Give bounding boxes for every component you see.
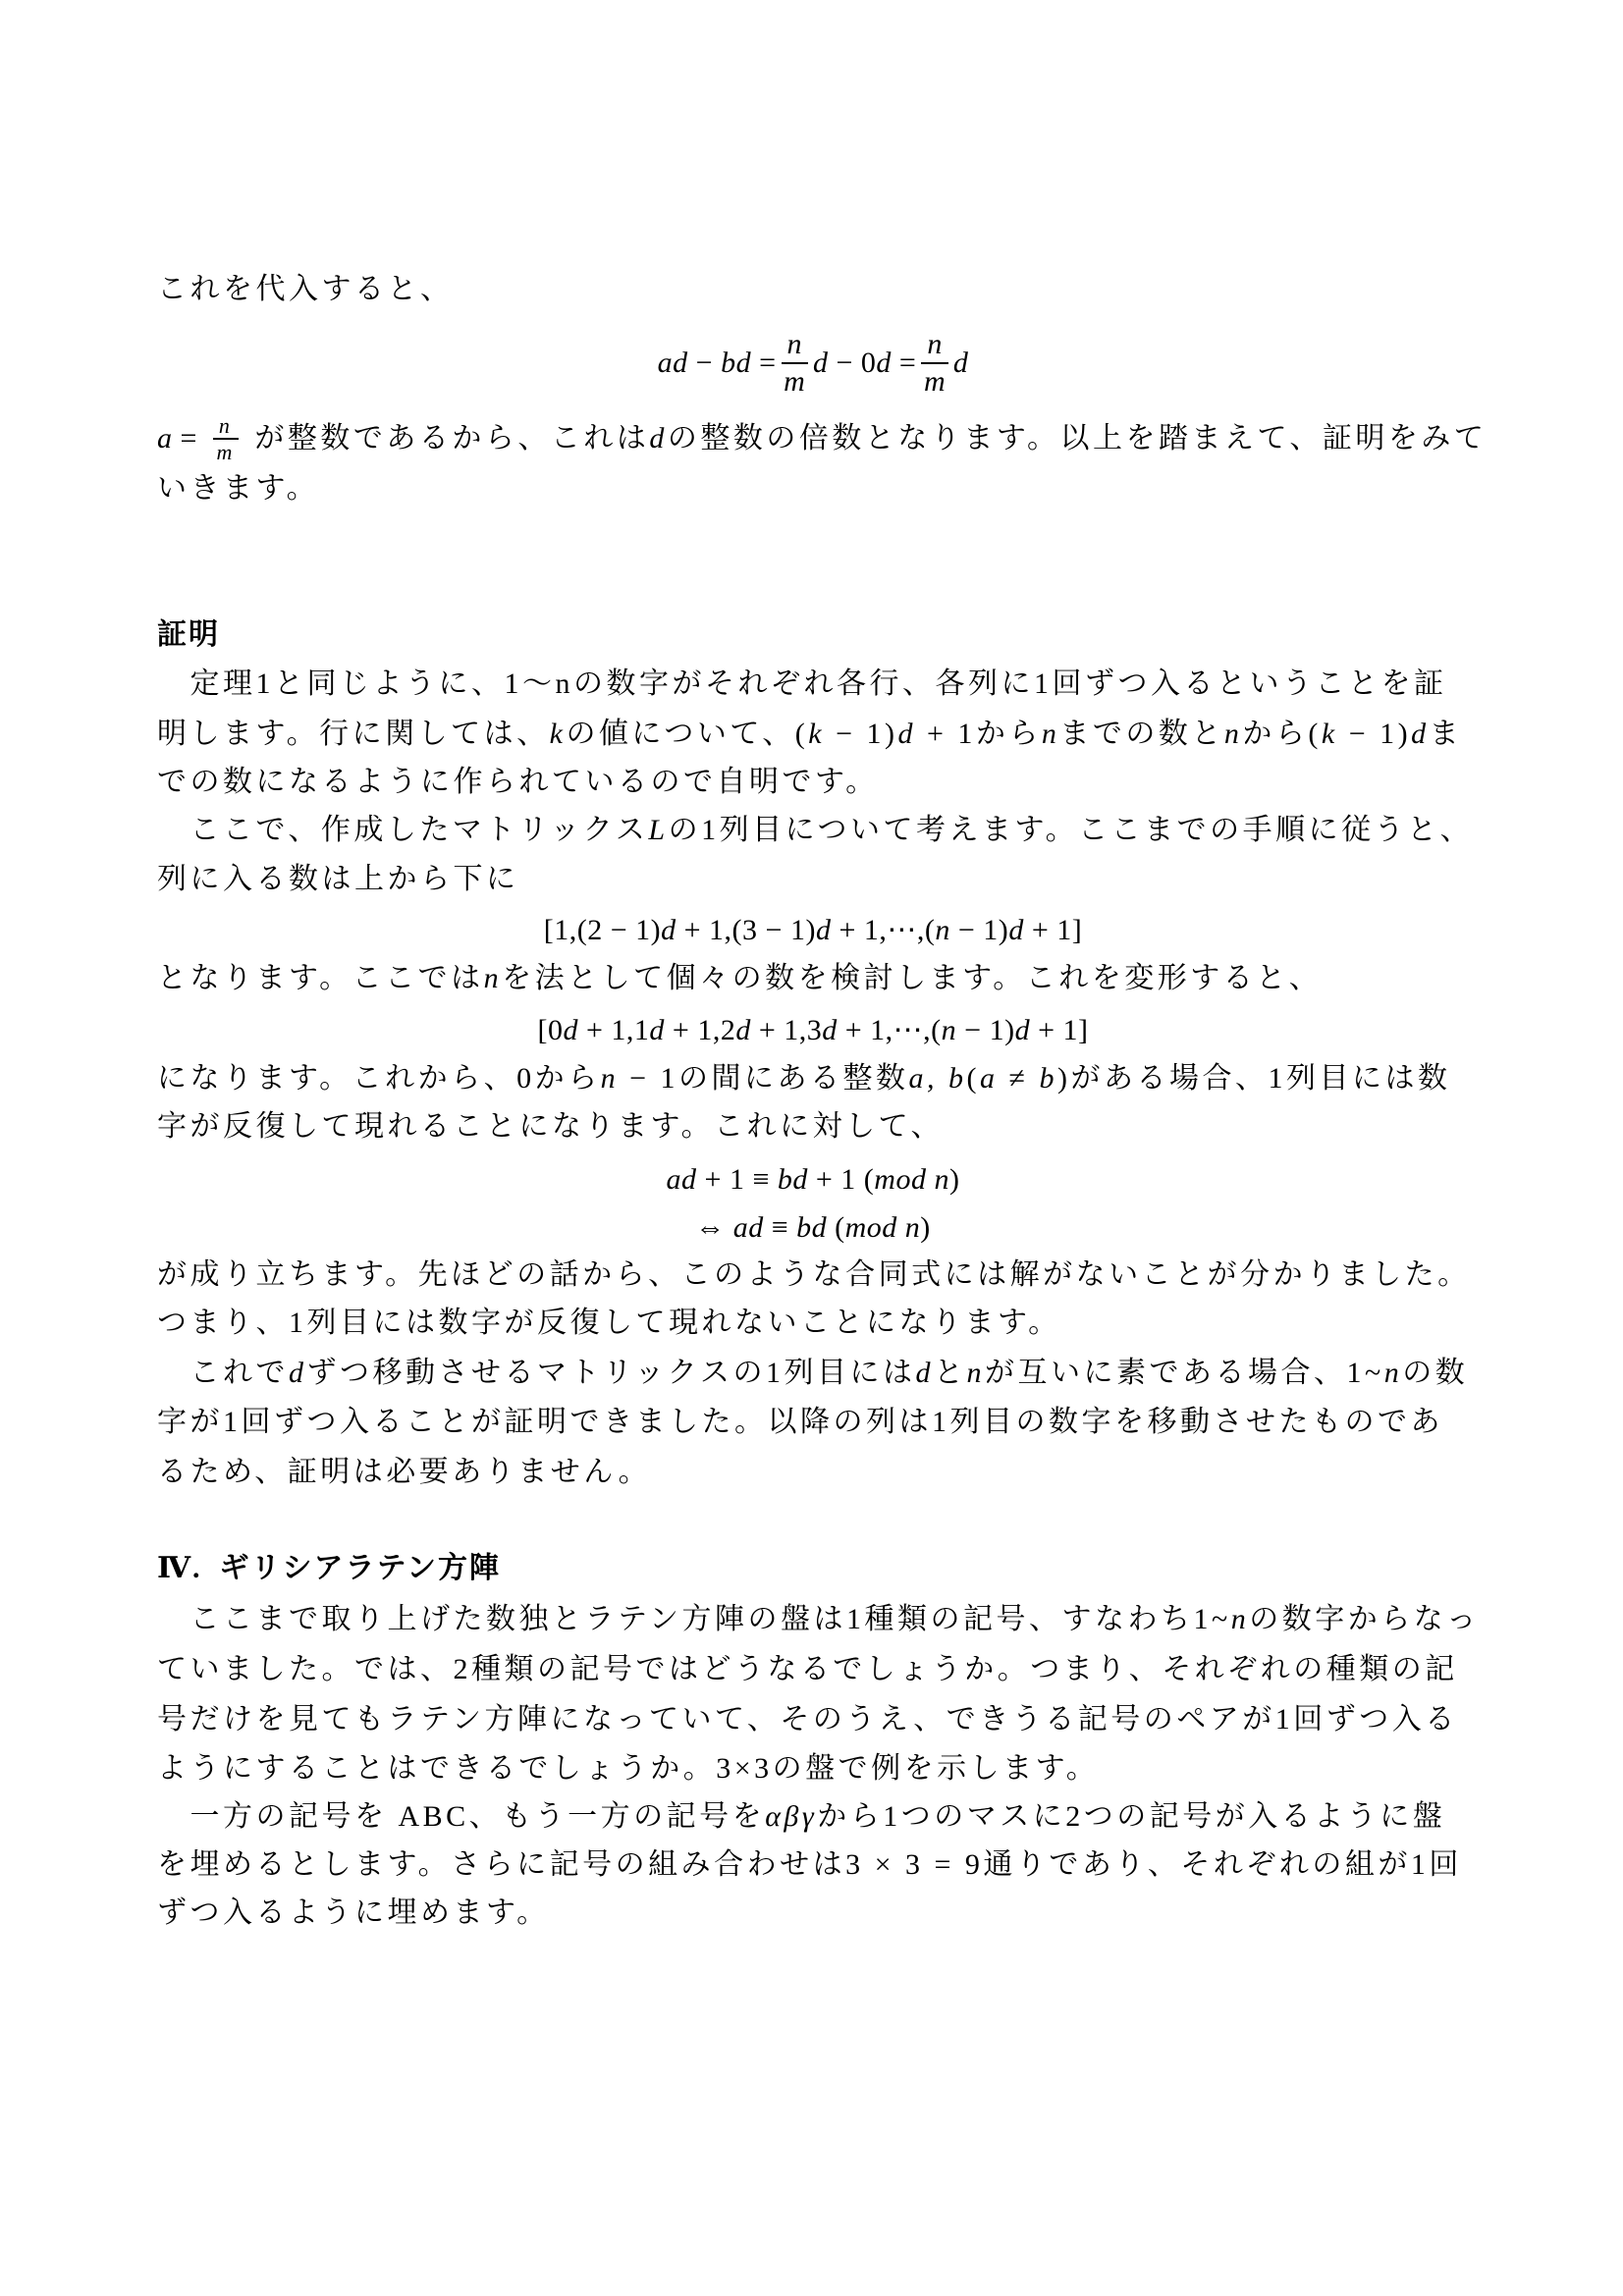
formula-congruence-1: ad + 1 ≡ bd + 1 (mod n) <box>666 1163 960 1196</box>
paragraph-line: るため、証明は必要ありません。 <box>157 1456 652 1488</box>
fraction-numerator: n <box>782 328 809 365</box>
formula-fragment: d − 0d = <box>813 347 917 379</box>
formula-fragment: d <box>952 347 969 379</box>
paragraph-line: 一方の記号を ABC、もう一方の記号をαβγから1つのマスに2つの記号が入るように盤 <box>157 1800 1446 1833</box>
paragraph-text: が整数であるから、これはdの整数の倍数となります。以上を踏まえて、証明をみて <box>254 422 1488 454</box>
paragraph-line: つまり、1列目には数字が反復して現れないことになります。 <box>157 1307 1061 1339</box>
paragraph-line: これを代入すると、 <box>157 273 454 305</box>
paragraph-line <box>157 413 1488 465</box>
inline-fraction-n-over-m <box>213 414 240 463</box>
paragraph-line: を埋めるとします。さらに記号の組み合わせは3 × 3 = 9通りであり、それぞれの組が1回 <box>157 1848 1462 1881</box>
fraction-n-over-m <box>921 328 948 400</box>
formula-substitution <box>157 316 1469 410</box>
fraction-denominator: m <box>784 365 806 398</box>
paragraph-line: となります。ここではnを法として個々の数を検討します。これを変形すると、 <box>157 962 1323 994</box>
paragraph-line: 字が1回ずつ入ることが証明できました。以降の列は1列目の数字を移動させたものであ <box>157 1406 1443 1438</box>
paragraph-line: 号だけを見てもラテン方陣になっていて、そのうえ、できうる記号のペアが1回ずつ入る <box>157 1703 1458 1735</box>
section-title: ギリシアラテン方陣 <box>219 1552 502 1584</box>
paragraph-line: 字が反復して現れることになります。これに対して、 <box>157 1110 944 1143</box>
fraction-denominator: m <box>216 440 236 465</box>
paragraph-line: ずつ入るように埋めます。 <box>157 1896 550 1929</box>
section-number: Ⅳ. <box>157 1552 202 1584</box>
paragraph-line: ようにすることはできるでしょうか。3×3の盤で例を示します。 <box>157 1752 1100 1785</box>
paragraph-line: ていました。では、2種類の記号ではどうなるでしょうか。つまり、それぞれの種類の記 <box>157 1653 1458 1685</box>
fraction-n-over-m <box>782 328 809 400</box>
paragraph-line: これでdずつ移動させるマトリックスの1列目にはdとnが互いに素である場合、1~nの数 <box>157 1357 1469 1389</box>
section-heading-graeco-latin <box>157 1544 1469 1593</box>
paragraph-line: 明します。行に関しては、kの値について、(k − 1)d + 1からnまでの数とnから(k − 1)dま <box>157 718 1463 750</box>
paragraph-line: での数になるように作られているので自明です。 <box>157 766 879 798</box>
paragraph-line: 列に入る数は上から下に <box>157 863 519 895</box>
section-heading-proof: 証明 <box>157 618 220 651</box>
formula-congruence-2: ⇔ ad ≡ bd (mod n) <box>695 1211 931 1244</box>
fraction-numerator: n <box>213 414 240 440</box>
fraction-denominator: m <box>924 365 947 398</box>
paragraph-line: いきます。 <box>157 472 320 505</box>
paragraph-line: ここまで取り上げた数独とラテン方陣の盤は1種類の記号、すなわち1~nの数字からなっ <box>157 1603 1480 1635</box>
paragraph-line: ここで、作成したマトリックスLの1列目について考えます。ここまでの手順に従うと、 <box>157 814 1474 846</box>
paragraph-line: になります。これから、0からn − 1の間にある整数a, b(a ≠ b)がある場合、1列目には数 <box>157 1062 1451 1095</box>
formula-column-sequence: [1,(2 − 1)d + 1,(3 − 1)d + 1,⋯,(n − 1)d + 1] <box>543 914 1083 946</box>
formula-column-sequence-transformed: [0d + 1,1d + 1,2d + 1,3d + 1,⋯,(n − 1)d + 1] <box>537 1014 1089 1046</box>
paragraph-line: 定理1と同じように、1～nの数字がそれぞれ各行、各列に1回ずつ入るということを証 <box>157 667 1447 700</box>
formula-fragment: ad − bd = <box>657 347 777 379</box>
formula-fragment: a = <box>157 422 197 454</box>
paragraph-line: が成り立ちます。先ほどの話から、このような合同式には解がないことが分かりました。 <box>157 1258 1471 1291</box>
fraction-numerator: n <box>921 328 948 365</box>
